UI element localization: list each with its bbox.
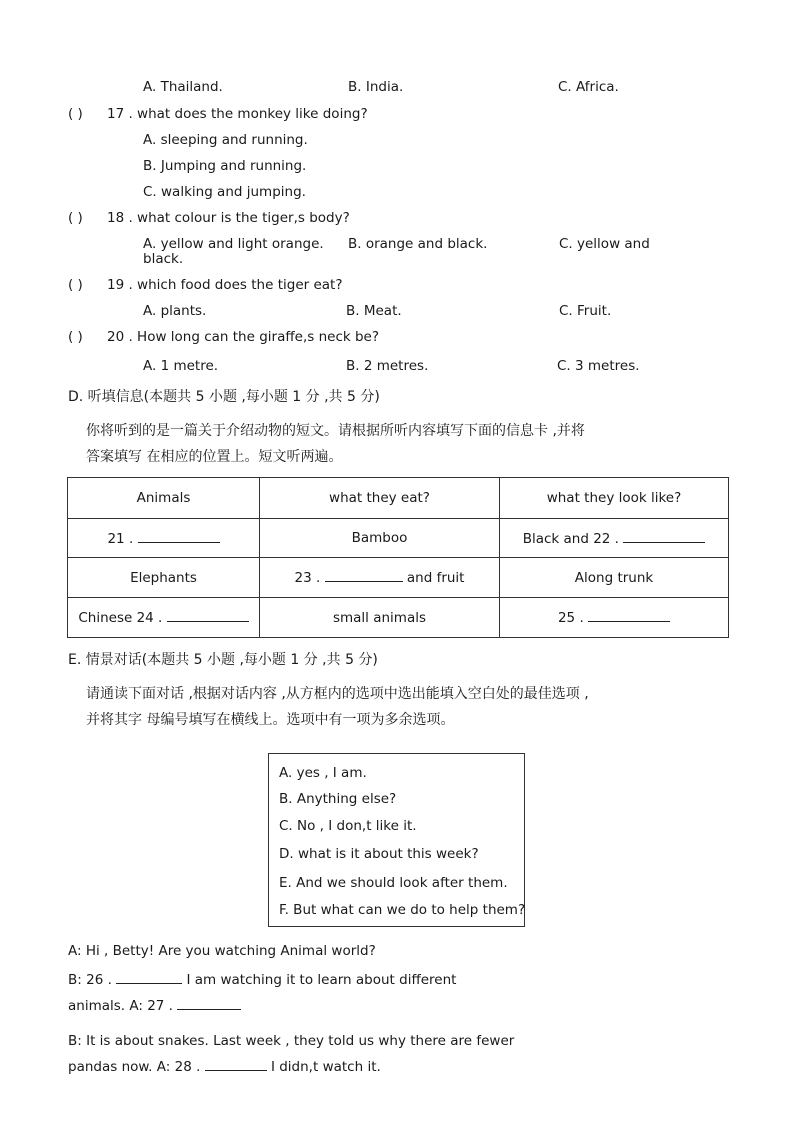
dialogue-28-text: I didn,t watch it.: [270, 1059, 381, 1075]
cell-21[interactable]: [68, 519, 260, 558]
q17-option-a: A. sleeping and running.: [143, 132, 308, 148]
cell-23[interactable]: [260, 558, 500, 598]
option-e: E. And we should look after them.: [279, 875, 508, 891]
option-c: C. No , I don,t like it.: [279, 818, 417, 834]
label-and-fruit: and fruit: [406, 570, 465, 586]
q19-option-a: A. plants.: [143, 303, 207, 319]
q17-option-b: B. Jumping and running.: [143, 158, 307, 174]
option-f: F. But what can we do to help them?: [279, 902, 526, 918]
q20-option-c: C. 3 metres.: [557, 358, 640, 374]
section-e-heading: E. 情景对话(本题共 5 小题 ,每小题 1 分 ,共 5 分): [68, 652, 378, 668]
q18-answer-paren[interactable]: ( ): [68, 210, 83, 226]
cell-along-trunk: Along trunk: [500, 558, 729, 598]
blank-24[interactable]: [167, 609, 249, 622]
blank-28[interactable]: [205, 1058, 267, 1071]
dialogue-26-text: I am watching it to learn about different: [186, 972, 457, 988]
q17-stem: 17 . what does the monkey like doing?: [107, 106, 368, 122]
header-animals: Animals: [68, 478, 260, 519]
section-d-instruction-2: 答案填写 在相应的位置上。短文听两遍。: [86, 449, 343, 465]
q19-answer-paren[interactable]: ( ): [68, 277, 83, 293]
q19-stem: 19 . which food does the tiger eat?: [107, 277, 343, 293]
section-d-instruction-1: 你将听到的是一篇关于介绍动物的短文。请根据所听内容填写下面的信息卡 ,并将: [86, 423, 585, 439]
dialogue-line-4: B: It is about snakes. Last week , they told us why there are fewer: [68, 1033, 515, 1049]
section-e-instruction-1: 请通读下面对话 ,根据对话内容 ,从方框内的选项中选出能填入空白处的最佳选项 ,: [86, 686, 589, 702]
options-box: [268, 753, 525, 927]
info-card-table: [67, 477, 729, 638]
dialogue-26-label: B: 26 .: [68, 972, 112, 988]
blank-26[interactable]: [116, 971, 182, 984]
q20-option-a: A. 1 metre.: [143, 358, 219, 374]
dialogue-line-5: [68, 1058, 381, 1075]
dialogue-28-label: pandas now. A: 28 .: [68, 1059, 201, 1075]
q19-option-b: B. Meat.: [346, 303, 402, 319]
label-22: Black and 22 .: [522, 530, 619, 547]
blank-25[interactable]: [588, 609, 670, 622]
label-21: 21 .: [107, 530, 134, 547]
q18-option-c: C. yellow and: [559, 236, 650, 252]
cell-bamboo: Bamboo: [260, 519, 500, 558]
q17-answer-paren[interactable]: ( ): [68, 106, 83, 122]
label-25: 25 .: [557, 610, 584, 626]
dialogue-line-1: A: Hi , Betty! Are you watching Animal world?: [68, 943, 376, 959]
dialogue-line-3: [68, 997, 241, 1014]
dialogue-27-label: animals. A: 27 .: [68, 998, 173, 1014]
option-b: B. Anything else?: [279, 791, 397, 807]
blank-21[interactable]: [138, 530, 220, 543]
q20-option-b: B. 2 metres.: [346, 358, 429, 374]
blank-22[interactable]: [623, 530, 705, 543]
header-what-they-eat: what they eat?: [260, 478, 500, 519]
q16-option-c: C. Africa.: [558, 79, 619, 95]
blank-27[interactable]: [177, 997, 241, 1010]
cell-22[interactable]: [500, 519, 729, 558]
header-what-they-look-like: what they look like?: [500, 478, 729, 519]
cell-25[interactable]: [500, 598, 729, 638]
cell-small-animals: small animals: [260, 598, 500, 638]
q20-answer-paren[interactable]: ( ): [68, 329, 83, 345]
q17-option-c: C. walking and jumping.: [143, 184, 306, 200]
q16-option-b: B. India.: [348, 79, 404, 95]
label-23: 23 .: [294, 570, 321, 586]
section-d-heading: D. 听填信息(本题共 5 小题 ,每小题 1 分 ,共 5 分): [68, 389, 380, 405]
label-24: Chinese 24 .: [78, 610, 163, 626]
q19-option-c: C. Fruit.: [559, 303, 612, 319]
q18-option-b: B. orange and black.: [348, 236, 488, 252]
section-e-instruction-2: 并将其字 母编号填写在横线上。选项中有一项为多余选项。: [86, 712, 455, 728]
cell-24[interactable]: [68, 598, 260, 638]
q18-option-a: A. yellow and light orange.: [143, 236, 324, 252]
blank-23[interactable]: [325, 569, 403, 582]
q18-stem: 18 . what colour is the tiger,s body?: [107, 210, 350, 226]
q20-stem: 20 . How long can the giraffe,s neck be?: [107, 329, 380, 345]
option-a: A. yes , I am.: [279, 765, 367, 781]
q18-option-c-continuation: black.: [143, 251, 184, 267]
dialogue-line-2: [68, 971, 456, 988]
q16-option-a: A. Thailand.: [143, 79, 223, 95]
cell-elephants: Elephants: [68, 558, 260, 598]
option-d: D. what is it about this week?: [279, 846, 479, 862]
